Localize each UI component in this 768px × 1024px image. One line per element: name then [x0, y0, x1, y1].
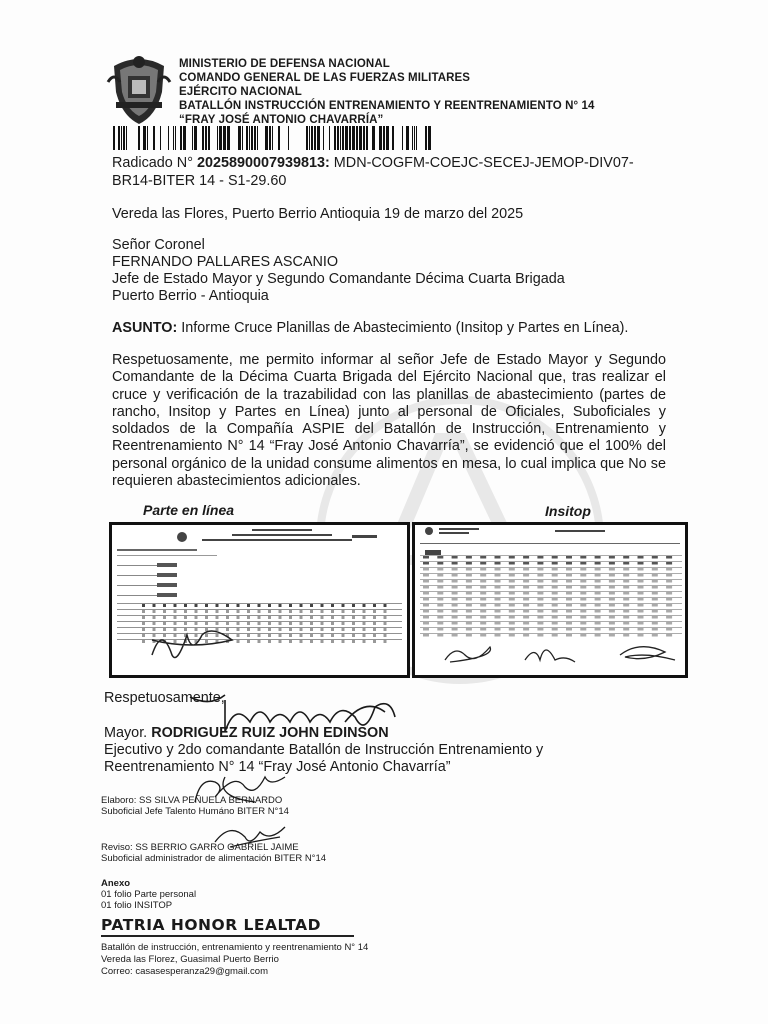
header-battalion-name: “FRAY JOSÉ ANTONIO CHAVARRÍA” — [179, 114, 384, 126]
reviso-name: Reviso: SS BERRIO GARRO GABRIEL JAIME — [101, 842, 299, 853]
header-command: COMANDO GENERAL DE LAS FUERZAS MILITARES — [179, 72, 471, 84]
footer-battalion: Batallón de instrucción, entrenamiento y reentrenamiento N° 14 — [101, 942, 369, 953]
anexo-block — [101, 878, 196, 911]
parte-en-linea-image — [109, 522, 410, 678]
footer-block — [101, 942, 368, 978]
army-crest-icon — [106, 52, 172, 126]
subject-label: ASUNTO: — [112, 320, 178, 336]
header-battalion: BATALLÓN INSTRUCCIÓN ENTRENAMIENTO Y REENTRENAMIENTO N° 14 — [179, 100, 595, 112]
radicado-code-2: BR14-BITER 14 - S1-29.60 — [112, 173, 287, 189]
signer-role-2: Reentrenamiento N° 14 “Fray José Antonio Chavarría” — [104, 759, 451, 775]
body-paragraph: Respetuosamente, me permito informar al señor Jefe de Estado Mayor y Segundo Comandante de la Décima Cuarta Brigada del Ejército Nacional que, tras realizar el cruce y verificación de la trazabilidad con las planillas de abastecimiento (partes de rancho, Insitop y Partes en Línea) junto al personal de Oficiales, Suboficiales y soldados de la Compañía ASPIE del Batallón de Instrucción, Entrenamiento y Reentrenamiento N° 14 “Fray José Antonio Chavarría”, se evidenció que el 100% del personal orgánico de la unidad consume alimentos en mesa, lo cual implica que No se requieren abastecimientos adicionales. — [112, 352, 666, 490]
radicado-prefix: Radicado N° — [112, 155, 197, 171]
addressee-position: Jefe de Estado Mayor y Segundo Comandante Décima Cuarta Brigada — [112, 271, 565, 287]
addressee-block — [112, 237, 565, 305]
radicado-code-1: MDN-COGFM-COEJC-SECEJ-JEMOP-DIV07- — [329, 155, 634, 171]
main-signature — [185, 692, 415, 737]
reviso-block — [101, 842, 326, 864]
motto: PATRIA HONOR LEALTAD — [101, 916, 322, 934]
anexo-item-1: 01 folio Parte personal — [101, 889, 197, 900]
date-line: Vereda las Flores, Puerto Berrio Antioquia 19 de marzo del 2025 — [112, 206, 524, 222]
subject-line — [112, 320, 628, 337]
anexo-item-2: 01 folio INSITOP — [101, 900, 173, 911]
signer-role-1: Ejecutivo y 2do comandante Batallón de Instrucción Entrenamiento y — [104, 742, 544, 758]
radicado-value: 2025890007939813: — [196, 155, 330, 171]
elaboro-block — [101, 795, 289, 817]
addressee-location: Puerto Berrio - Antioquia — [112, 288, 269, 304]
footer-email: Correo: casasesperanza29@gmail.com — [101, 966, 268, 977]
footer-address: Vereda las Florez, Guasimal Puerto Berrio — [101, 954, 279, 965]
addressee-name: FERNANDO PALLARES ASCANIO — [112, 254, 339, 270]
anexo-title: Anexo — [101, 878, 131, 889]
barcode — [113, 126, 431, 150]
radicado-number — [112, 154, 672, 190]
reviso-position: Suboficial administrador de alimentación BITER N°14 — [101, 853, 327, 864]
elaboro-name: Elaboro: SS SILVA PEÑUELA BERNARDO — [101, 795, 283, 806]
signer-name: RODRIGUEZ RUIZ JOHN EDINSON — [151, 725, 389, 741]
letterhead — [179, 57, 594, 127]
insitop-image — [412, 522, 688, 678]
signer-rank: Mayor. — [104, 725, 152, 741]
closing-greeting: Respetuosamente, — [104, 690, 225, 706]
elaboro-position: Suboficial Jefe Talento Humáno BITER N°14 — [101, 806, 289, 817]
addressee-title: Señor Coronel — [112, 237, 205, 253]
figure-label-insitop: Insitop — [545, 503, 591, 519]
subject-text: Informe Cruce Planillas de Abastecimiento (Insitop y Partes en Línea). — [177, 320, 629, 336]
header-ministry: MINISTERIO DE DEFENSA NACIONAL — [179, 58, 390, 70]
figure-label-parte-en-linea: Parte en línea — [143, 502, 235, 518]
motto-divider — [101, 935, 354, 937]
header-army: EJÉRCITO NACIONAL — [179, 86, 302, 98]
